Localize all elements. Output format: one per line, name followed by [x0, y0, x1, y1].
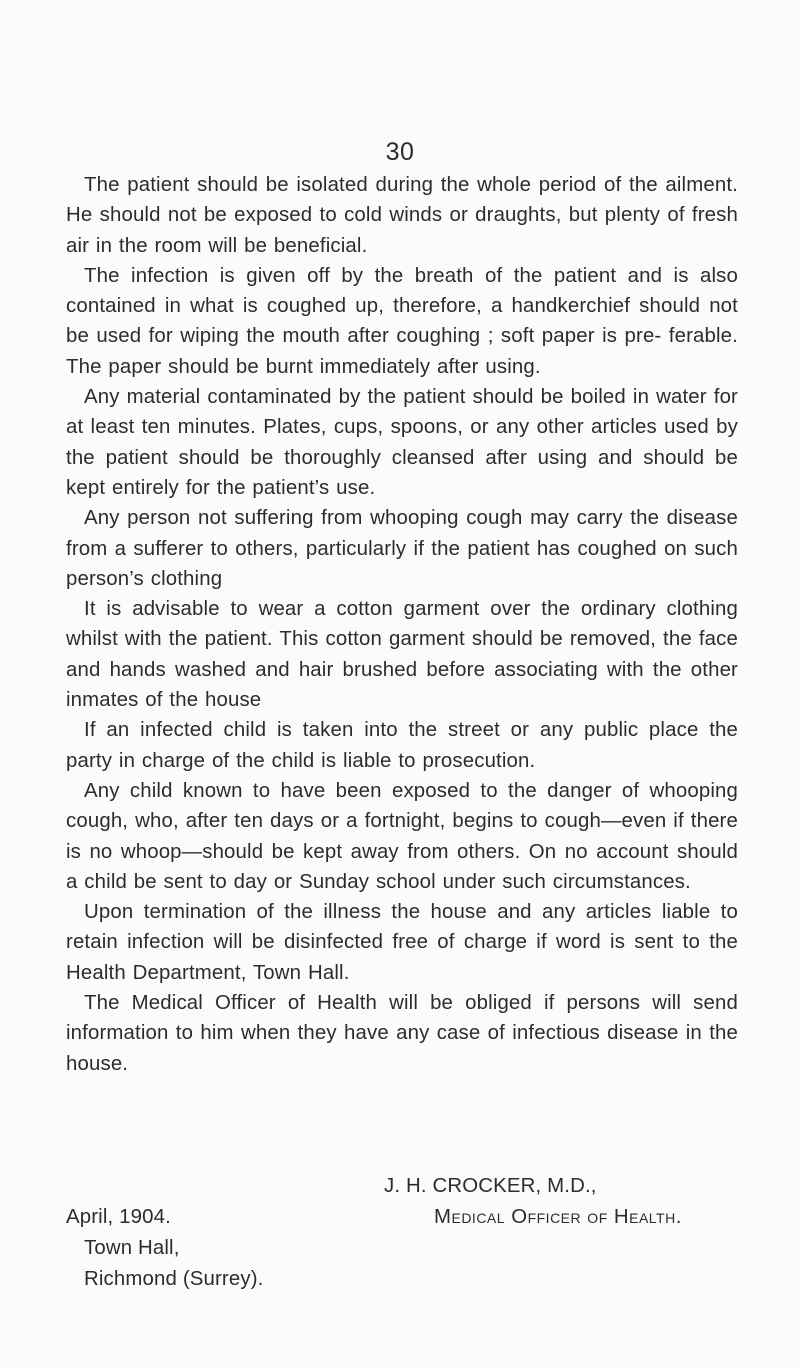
- paragraph-exposed-child: Any child known to have been exposed to the danger of whooping cough, who, after ten days or a fortnight, begins to cough—even if there is no whoop—should be kept away from others. On no account should a child be sent to day or Sunday school under such circumstances.: [66, 779, 738, 893]
- paragraph-prosecution: If an infected child is taken into the street or any public place the party in charge of the child is liable to prosecution.: [66, 719, 738, 772]
- signature-date: April, 1904.: [66, 1206, 171, 1228]
- page-number: 30: [385, 138, 415, 166]
- paragraph-notification: The Medical Officer of Health will be obliged if persons will send information to him when they have any case of infectious disease in the house.: [66, 992, 738, 1075]
- paragraph-carriers: Any person not suffering from whooping cough may carry the disease from a sufferer to others, particularly if the patient has coughed on such person’s clothing: [66, 507, 738, 590]
- address-line-1: Town Hall,: [84, 1237, 180, 1259]
- signatory-title: Medical Officer of Health.: [434, 1206, 682, 1228]
- body-text: [66, 170, 738, 1079]
- signatory-name: J. H. CROCKER, M.D.,: [384, 1175, 597, 1197]
- paragraph-contaminated-material: Any material contaminated by the patient should be boiled in water for at least ten minutes. Plates, cups, spoons, or any other articles used by the patient should be thoroughly cleansed after using and should be kept entirely for the patient’s use.: [66, 386, 738, 499]
- paragraph-disinfection: Upon termination of the illness the house and any articles liable to retain infection will be disinfected free of charge if word is sent to the Health Department, Town Hall.: [66, 901, 738, 984]
- paragraph-infection: The infection is given off by the breath of the patient and is also contained in what is coughed up, therefore, a handkerchief should not be used for wiping the mouth after coughing ; soft paper is pre- ferable. The paper should be burnt immediately after using.: [66, 264, 738, 378]
- paragraph-cotton-garment: It is advisable to wear a cotton garment over the ordinary clothing whilst with the patient. This cotton garment should be removed, the face and hands washed and hair brushed before associating with the other inmates of the house: [66, 598, 738, 712]
- address-line-2: Richmond (Surrey).: [84, 1268, 264, 1290]
- paragraph-isolation: The patient should be isolated during the whole period of the ailment. He should not be exposed to cold winds or draughts, but plenty of fresh air in the room will be beneficial.: [66, 174, 738, 257]
